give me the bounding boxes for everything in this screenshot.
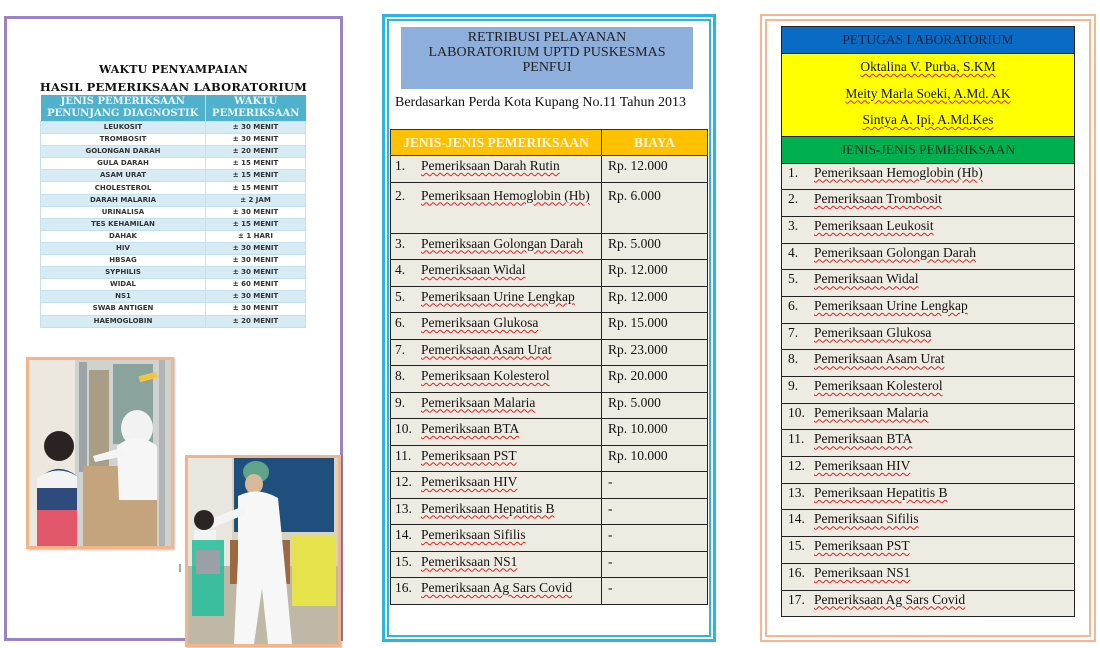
- exam-name: Pemeriksaan Kolesterol: [421, 368, 550, 383]
- exam-name: Pemeriksaan Hepatitis B: [421, 500, 555, 516]
- time-cell: ± 15 MENIT: [206, 218, 306, 230]
- table-row: [782, 537, 1075, 564]
- exam-name-cell: [391, 260, 602, 287]
- table-row: [41, 194, 306, 206]
- table-row: [782, 243, 1075, 270]
- table-row: [41, 255, 306, 267]
- exam-name: Pemeriksaan Urine Lengkap: [421, 288, 575, 304]
- exam-cell: [782, 430, 1075, 457]
- retribusi-header: [401, 27, 693, 89]
- text-cursor-mark: [179, 564, 181, 572]
- exam-name: Pemeriksaan Hepatitis B: [814, 484, 948, 500]
- panel-waktu-penyampaian: [4, 16, 343, 641]
- exam-cell: [782, 270, 1075, 297]
- table-row: [782, 163, 1075, 190]
- exam-cell: NS1: [41, 291, 206, 303]
- table-row: [41, 206, 306, 218]
- row-number: 6.: [395, 315, 406, 330]
- exam-cell: SYPHILIS: [41, 267, 206, 279]
- exam-cell: [782, 323, 1075, 350]
- column-header-line: JENIS PEMERIKSAAN: [60, 96, 185, 107]
- exam-cell: [782, 457, 1075, 484]
- column-header-jenis: JENIS-JENIS PEMERIKSAAN: [391, 130, 602, 156]
- exam-name: Pemeriksaan Asam Urat: [814, 351, 945, 367]
- table-row: [41, 122, 306, 134]
- price-cell: Rp. 10.000: [602, 419, 708, 446]
- exam-name: Pemeriksaan Ag Sars Covid: [814, 591, 966, 607]
- table-row: [391, 182, 708, 233]
- table-row: [782, 510, 1075, 537]
- exam-cell: GOLONGAN DARAH: [41, 146, 206, 158]
- table-row: [391, 313, 708, 340]
- price-cell: Rp. 5.000: [602, 233, 708, 260]
- row-number: 16.: [395, 580, 412, 595]
- table-row: [391, 578, 708, 605]
- exam-cell: [782, 563, 1075, 590]
- table-row: [782, 457, 1075, 484]
- exam-cell: [782, 403, 1075, 430]
- exam-cell: [782, 483, 1075, 510]
- exam-cell: TROMBOSIT: [41, 134, 206, 146]
- time-cell: ± 20 MENIT: [206, 315, 306, 327]
- table-row: [782, 430, 1075, 457]
- row-number: 14.: [395, 527, 412, 542]
- time-cell: ± 2 JAM: [206, 194, 306, 206]
- staff-header-row: [782, 27, 1075, 54]
- row-number: 4.: [788, 244, 799, 260]
- table-row: [41, 291, 306, 303]
- row-number: 15.: [395, 553, 412, 569]
- staff-exam-table: [781, 26, 1075, 617]
- exam-cell: [782, 350, 1075, 377]
- exam-cell: [782, 377, 1075, 404]
- table-row: [41, 134, 306, 146]
- exam-cell: GULA DARAH: [41, 158, 206, 170]
- table-row: [391, 339, 708, 366]
- price-cell: Rp. 20.000: [602, 366, 708, 393]
- retribusi-header-line: RETRIBUSI PELAYANAN: [467, 30, 627, 45]
- row-number: 7.: [788, 324, 799, 340]
- price-cell: Rp. 10.000: [602, 445, 708, 472]
- row-number: 5.: [395, 288, 406, 304]
- row-number: 4.: [395, 262, 406, 277]
- row-number: 2.: [788, 191, 799, 207]
- exam-name: Pemeriksaan Hemoglobin (Hb): [421, 187, 590, 203]
- exam-cell: DAHAK: [41, 230, 206, 242]
- column-header-jenis: [41, 95, 206, 122]
- exam-name: Pemeriksaan Golongan Darah: [814, 244, 976, 260]
- exam-cell: [782, 510, 1075, 537]
- table-row: [41, 182, 306, 194]
- exam-cell: [782, 296, 1075, 323]
- table-row: [391, 551, 708, 578]
- exam-cell: ASAM URAT: [41, 170, 206, 182]
- panel-waktu-title-line2: HASIL PEMERIKSAAN LABORATORIUM: [39, 80, 308, 94]
- price-cell: Rp. 23.000: [602, 339, 708, 366]
- row-number: 9.: [788, 378, 799, 393]
- exam-name-cell: [391, 578, 602, 605]
- table-row: [782, 483, 1075, 510]
- panel-petugas: [760, 14, 1096, 642]
- row-number: 6.: [788, 297, 799, 313]
- table-row: [782, 270, 1075, 297]
- exam-name: Pemeriksaan NS1: [814, 564, 911, 580]
- exam-name-cell: [391, 445, 602, 472]
- staff-name: Sintya A. Ipi, A.Md.Kes: [862, 112, 994, 127]
- time-cell: ± 20 MENIT: [206, 146, 306, 158]
- row-number: 13.: [788, 484, 805, 500]
- exam-name-cell: [391, 392, 602, 419]
- exam-name-cell: [391, 551, 602, 578]
- price-cell: -: [602, 498, 708, 525]
- table-row: [391, 419, 708, 446]
- row-number: 3.: [395, 235, 406, 251]
- table-row: [41, 303, 306, 315]
- time-cell: ± 15 MENIT: [206, 170, 306, 182]
- row-number: 11.: [395, 447, 412, 463]
- table-row: [391, 233, 708, 260]
- row-number: 12.: [395, 474, 412, 489]
- table-row: [391, 286, 708, 313]
- row-number: 13.: [395, 500, 412, 516]
- photo-swab-test-booth: [26, 357, 174, 549]
- exam-cell: [782, 537, 1075, 564]
- exam-name: Pemeriksaan Hemoglobin (Hb): [814, 164, 983, 180]
- exam-header-row: [782, 136, 1075, 163]
- time-cell: ± 1 HARI: [206, 230, 306, 242]
- exam-name: Pemeriksaan Leukosit: [814, 217, 934, 233]
- retribusi-subtitle: Berdasarkan Perda Kota Kupang No.11 Tahun 2013: [395, 95, 687, 110]
- table-row: [782, 590, 1075, 617]
- table-row: [391, 366, 708, 393]
- exam-name: Pemeriksaan Widal: [814, 271, 919, 287]
- row-number: 10.: [788, 404, 805, 420]
- exam-name: Pemeriksaan Widal: [421, 262, 526, 277]
- time-cell: ± 30 MENIT: [206, 122, 306, 134]
- panel-retribusi: [382, 14, 716, 642]
- exam-name-cell: [391, 366, 602, 393]
- waktu-pemeriksaan-table: [40, 95, 306, 328]
- exam-cell: TES KEHAMILAN: [41, 218, 206, 230]
- row-number: 8.: [788, 351, 799, 367]
- time-cell: ± 30 MENIT: [206, 303, 306, 315]
- exam-name: Pemeriksaan NS1: [421, 553, 518, 569]
- row-number: 3.: [788, 217, 799, 233]
- table-row: [391, 392, 708, 419]
- time-cell: ± 30 MENIT: [206, 134, 306, 146]
- table-row: [391, 156, 708, 183]
- table-row: [41, 242, 306, 254]
- exam-cell: [782, 163, 1075, 190]
- swab-booth-illustration: [29, 360, 171, 546]
- exam-name: Pemeriksaan HIV: [421, 474, 518, 489]
- price-cell: Rp. 5.000: [602, 392, 708, 419]
- exam-name-cell: [391, 419, 602, 446]
- table-row: [782, 350, 1075, 377]
- exam-name: Pemeriksaan Darah Rutin: [421, 158, 560, 173]
- panel-waktu-title-line1: WAKTU PENYAMPAIAN: [98, 63, 249, 76]
- exam-name: Pemeriksaan Malaria: [814, 404, 929, 420]
- row-number: 7.: [395, 341, 406, 357]
- table-row: [41, 158, 306, 170]
- time-cell: ± 30 MENIT: [206, 291, 306, 303]
- time-cell: ± 30 MENIT: [206, 242, 306, 254]
- price-cell: Rp. 12.000: [602, 156, 708, 183]
- table-row: [391, 445, 708, 472]
- row-number: 2.: [395, 187, 406, 203]
- exam-name: Pemeriksaan Sifilis: [814, 511, 919, 527]
- row-number: 8.: [395, 368, 406, 383]
- time-cell: ± 30 MENIT: [206, 267, 306, 279]
- exam-name-cell: [391, 498, 602, 525]
- table-row: [782, 296, 1075, 323]
- photo-swab-test-child: [185, 455, 341, 647]
- exam-cell: [782, 216, 1075, 243]
- table-row: [391, 498, 708, 525]
- exam-name: Pemeriksaan Malaria: [421, 394, 536, 410]
- time-cell: ± 15 MENIT: [206, 182, 306, 194]
- staff-name: Meity Marla Soeki, A.Md. AK: [845, 85, 1011, 101]
- price-cell: Rp. 15.000: [602, 313, 708, 340]
- retribusi-header-line: PENFUI: [522, 60, 572, 75]
- table-row: [782, 403, 1075, 430]
- staff-names-row: [782, 54, 1075, 137]
- exam-name: Pemeriksaan Urine Lengkap: [814, 297, 968, 313]
- table-row: [41, 146, 306, 158]
- price-cell: -: [602, 551, 708, 578]
- row-number: 11.: [788, 431, 805, 447]
- exam-name: Pemeriksaan BTA: [421, 421, 520, 436]
- table-row: [41, 267, 306, 279]
- table-row: [41, 170, 306, 182]
- retribusi-header-line: LABORATORIUM UPTD PUSKESMAS: [428, 45, 666, 60]
- exam-cell: CHOLESTEROL: [41, 182, 206, 194]
- table-row: [782, 563, 1075, 590]
- exam-cell: HBSAG: [41, 255, 206, 267]
- price-cell: -: [602, 525, 708, 552]
- table-row: [41, 218, 306, 230]
- row-number: 10.: [395, 421, 412, 436]
- column-header-line: PENUNJANG DIAGNOSTIK: [47, 108, 199, 119]
- exam-cell: [782, 590, 1075, 617]
- exam-name: Pemeriksaan Ag Sars Covid: [421, 580, 573, 595]
- staff-name: Oktalina V. Purba, S.KM: [860, 59, 996, 74]
- exam-name-cell: [391, 339, 602, 366]
- row-number: 15.: [788, 538, 805, 554]
- exam-cell: LEUKOSIT: [41, 122, 206, 134]
- exam-name: Pemeriksaan Glukosa: [814, 324, 932, 340]
- time-cell: ± 15 MENIT: [206, 158, 306, 170]
- exam-cell: [782, 243, 1075, 270]
- row-number: 1.: [395, 158, 406, 173]
- table-row: [782, 190, 1075, 217]
- table-row: [41, 279, 306, 291]
- fee-table: [390, 129, 708, 605]
- exam-name-cell: [391, 313, 602, 340]
- column-header-biaya: BIAYA: [602, 130, 708, 156]
- time-cell: ± 60 MENIT: [206, 279, 306, 291]
- exam-name-cell: [391, 233, 602, 260]
- exam-cell: HIV: [41, 242, 206, 254]
- exam-cell: [782, 190, 1075, 217]
- staff-names-cell: [782, 54, 1075, 137]
- row-number: 9.: [395, 394, 406, 410]
- exam-name: Pemeriksaan Kolesterol: [814, 378, 943, 393]
- exam-name-cell: [391, 286, 602, 313]
- swab-child-illustration: [188, 458, 338, 644]
- row-number: 17.: [788, 591, 805, 607]
- exam-header: JENIS-JENIS PEMERIKSAAN: [782, 136, 1075, 163]
- exam-cell: HAEMOGLOBIN: [41, 315, 206, 327]
- exam-cell: WIDAL: [41, 279, 206, 291]
- price-cell: -: [602, 578, 708, 605]
- exam-name: Pemeriksaan BTA: [814, 431, 913, 447]
- exam-name: Pemeriksaan Glukosa: [421, 315, 539, 330]
- table-header-row: [41, 95, 306, 122]
- table-row: [41, 230, 306, 242]
- column-header-waktu: [206, 95, 306, 122]
- exam-name-cell: [391, 182, 602, 233]
- row-number: 16.: [788, 564, 805, 580]
- exam-name: Pemeriksaan Asam Urat: [421, 341, 552, 357]
- row-number: 5.: [788, 271, 799, 287]
- price-cell: Rp. 12.000: [602, 286, 708, 313]
- row-number: 1.: [788, 164, 799, 180]
- exam-cell: DARAH MALARIA: [41, 194, 206, 206]
- column-header-line: WAKTU: [234, 96, 278, 107]
- row-number: 14.: [788, 511, 805, 527]
- price-cell: -: [602, 472, 708, 499]
- table-row: [782, 377, 1075, 404]
- exam-name: Pemeriksaan HIV: [814, 458, 911, 474]
- exam-name-cell: [391, 525, 602, 552]
- table-header-row: [391, 130, 708, 156]
- exam-name-cell: [391, 472, 602, 499]
- column-header-line: PEMERIKSAAN: [212, 108, 300, 119]
- exam-cell: URINALISA: [41, 206, 206, 218]
- exam-cell: SWAB ANTIGEN: [41, 303, 206, 315]
- exam-name: Pemeriksaan Golongan Darah: [421, 235, 583, 251]
- table-row: [41, 315, 306, 327]
- exam-name: Pemeriksaan PST: [814, 538, 910, 554]
- time-cell: ± 30 MENIT: [206, 206, 306, 218]
- table-row: [391, 525, 708, 552]
- price-cell: Rp. 12.000: [602, 260, 708, 287]
- table-row: [782, 216, 1075, 243]
- exam-name: Pemeriksaan PST: [421, 447, 517, 463]
- exam-name: Pemeriksaan Sifilis: [421, 527, 526, 542]
- exam-name-cell: [391, 156, 602, 183]
- exam-name: Pemeriksaan Trombosit: [814, 191, 942, 207]
- table-row: [391, 260, 708, 287]
- table-row: [391, 472, 708, 499]
- staff-header: PETUGAS LABORATORIUM: [782, 27, 1075, 54]
- price-cell: Rp. 6.000: [602, 182, 708, 233]
- table-row: [782, 323, 1075, 350]
- row-number: 12.: [788, 458, 805, 474]
- time-cell: ± 30 MENIT: [206, 255, 306, 267]
